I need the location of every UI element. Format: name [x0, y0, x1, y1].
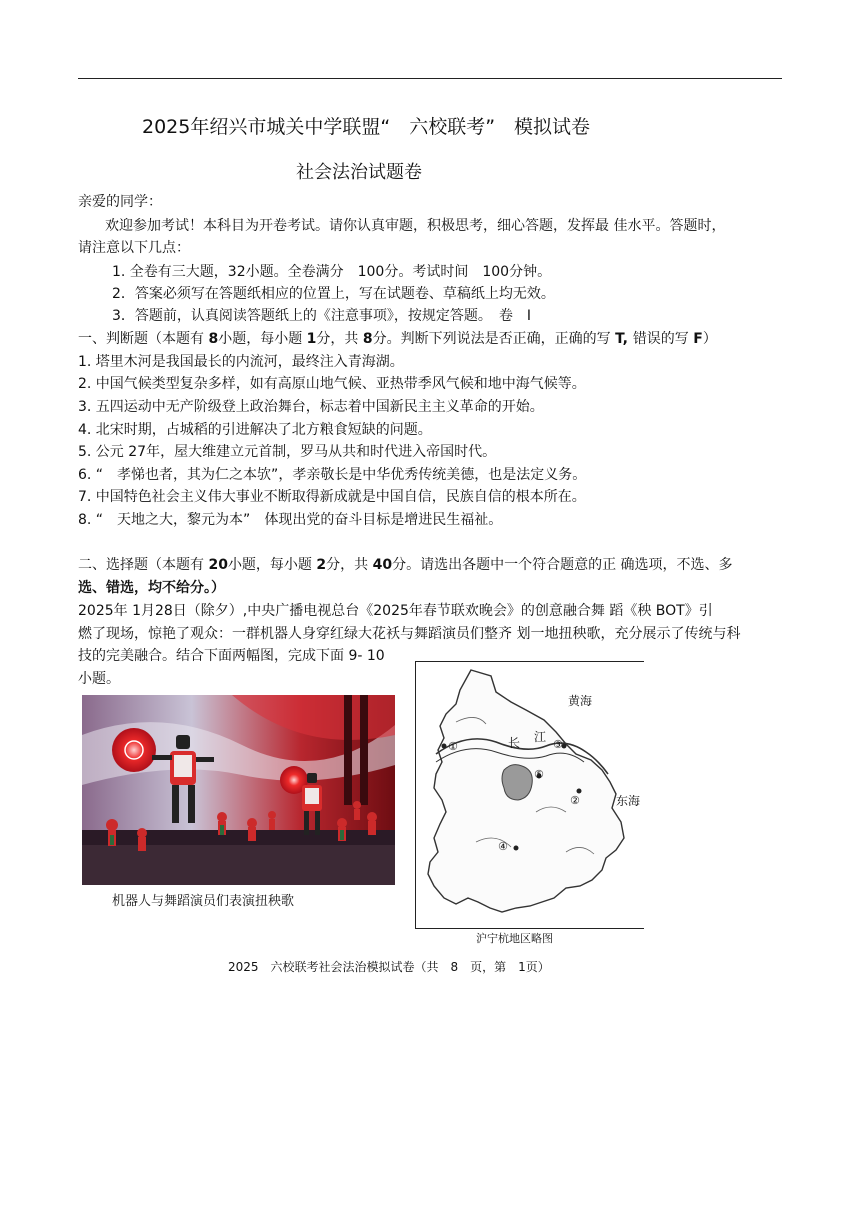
- welcome-line-1: 欢迎参加考试！本科目为开卷考试。请你认真审题，积极思考，细心答题，发挥最 佳水平。答题时，: [105, 218, 726, 234]
- page-footer: 2025 六校联考社会法治模拟试卷（共 8 页，第 1页）: [228, 960, 550, 974]
- section1-header-text: 分。判断下列说法是否正确，正确的写: [372, 331, 616, 347]
- judge-item: 8. “ 天地之大，黎元为本” 体现出党的奋斗目标是增进民生福祉。: [78, 512, 503, 528]
- section2-header-text: 分，共: [326, 557, 373, 573]
- passage-line: 小题。: [78, 671, 120, 687]
- section2-header: [78, 555, 733, 575]
- judge-item: 3. 五四运动中无产阶级登上政治舞台，标志着中国新民主主义革命的开始。: [78, 399, 544, 415]
- section2-header-text: 小题，每小题: [227, 557, 317, 573]
- judge-item: 2. 中国气候类型复杂多样，如有高原山地气候、亚热带季风气候和地中海气候等。: [78, 376, 586, 392]
- section1-header: [78, 329, 717, 349]
- greeting: 亲爱的同学：: [78, 194, 162, 210]
- judge-item: 1. 塔里木河是我国最长的内流河，最终注入青海湖。: [78, 354, 404, 370]
- page-title: 2025年绍兴市城关中学联盟“ 六校联考” 模拟试卷: [142, 116, 591, 138]
- passage-line: 技的完美融合。结合下面两幅图，完成下面 9- 10: [78, 648, 385, 664]
- top-rule: [78, 78, 782, 79]
- map-marker-3: ③: [553, 738, 563, 751]
- passage-line: 燃了现场，惊艳了观众：一群机器人身穿红绿大花袄与舞蹈演员们整齐 划一地扭秧歌，充分展示了传统与科: [78, 626, 741, 642]
- map-label-river-1: 长: [508, 736, 521, 750]
- map-marker-5: ⑤: [534, 768, 544, 781]
- photo-caption: 机器人与舞蹈演员们表演扭秧歌: [112, 894, 295, 909]
- true-mark: T,: [615, 331, 633, 347]
- map-label-yellow-sea: 黄海: [568, 694, 593, 708]
- welcome-line-2: 请注意以下几点：: [78, 240, 190, 256]
- robot-dance-photo: [82, 695, 395, 885]
- section2-header-line2: [78, 578, 225, 598]
- false-mark: F: [693, 331, 703, 347]
- robot-dance-illustration: [82, 695, 395, 885]
- section2-header-text: 分。请选出各题中一个符合题意的正 确选项，不选、多: [392, 557, 733, 573]
- section1-header-text: 分，共: [316, 331, 363, 347]
- judge-item: 6. “ 孝悌也者，其为仁之本欤”，孝亲敬长是中华优秀传统美德，也是法定义务。: [78, 467, 587, 483]
- section1-each: 1: [306, 331, 317, 347]
- section1-header-text: 一、判断题（本题有: [78, 331, 209, 347]
- note-item: 3．答题前，认真阅读答题纸上的《注意事项》，按规定答题。 卷 I: [112, 308, 532, 324]
- map-caption: 沪宁杭地区略图: [476, 932, 553, 945]
- section2-header-text: 二、选择题（本题有: [78, 557, 209, 573]
- section1-header-text: 小题，每小题: [218, 331, 307, 347]
- hu-ning-hang-map: [415, 661, 644, 929]
- map-marker-2: ②: [570, 794, 580, 807]
- note-item: 1. 全卷有三大题，32小题。全卷满分 100分。考试时间 100分钟。: [112, 264, 552, 280]
- section1-header-text: 错误的写: [632, 331, 694, 347]
- section2-header-text: 选、错选，均不给分。）: [78, 580, 225, 596]
- map-label-east-sea: 东海: [616, 794, 641, 808]
- judge-item: 5. 公元 27年，屋大维建立元首制，罗马从共和时代进入帝国时代。: [78, 444, 497, 460]
- map-marker-1: ①: [448, 740, 458, 753]
- note-item: 2．答案必须写在答题纸相应的位置上，写在试题卷、草稿纸上均无效。: [112, 286, 555, 302]
- section2-count: 20: [208, 557, 228, 573]
- region-map-drawing: [416, 662, 644, 928]
- judge-item: 7. 中国特色社会主义伟大事业不断取得新成就是中国自信，民族自信的根本所在。: [78, 489, 586, 505]
- section1-total: 8: [362, 331, 373, 347]
- section1-count: 8: [208, 331, 219, 347]
- map-label-river-2: 江: [534, 730, 547, 744]
- page-subtitle: 社会法治试题卷: [296, 162, 422, 183]
- passage-line: 2025年 1月28日（除夕）,中央广播电视总台《2025年春节联欢晚会》的创意融合舞 蹈《秧 BOT》引: [78, 603, 713, 619]
- section2-each: 2: [316, 557, 327, 573]
- judge-item: 4. 北宋时期，占城稻的引进解决了北方粮食短缺的问题。: [78, 422, 432, 438]
- section1-header-text: ）: [702, 331, 717, 347]
- section2-total: 40: [372, 557, 393, 573]
- map-marker-4: ④: [498, 840, 508, 853]
